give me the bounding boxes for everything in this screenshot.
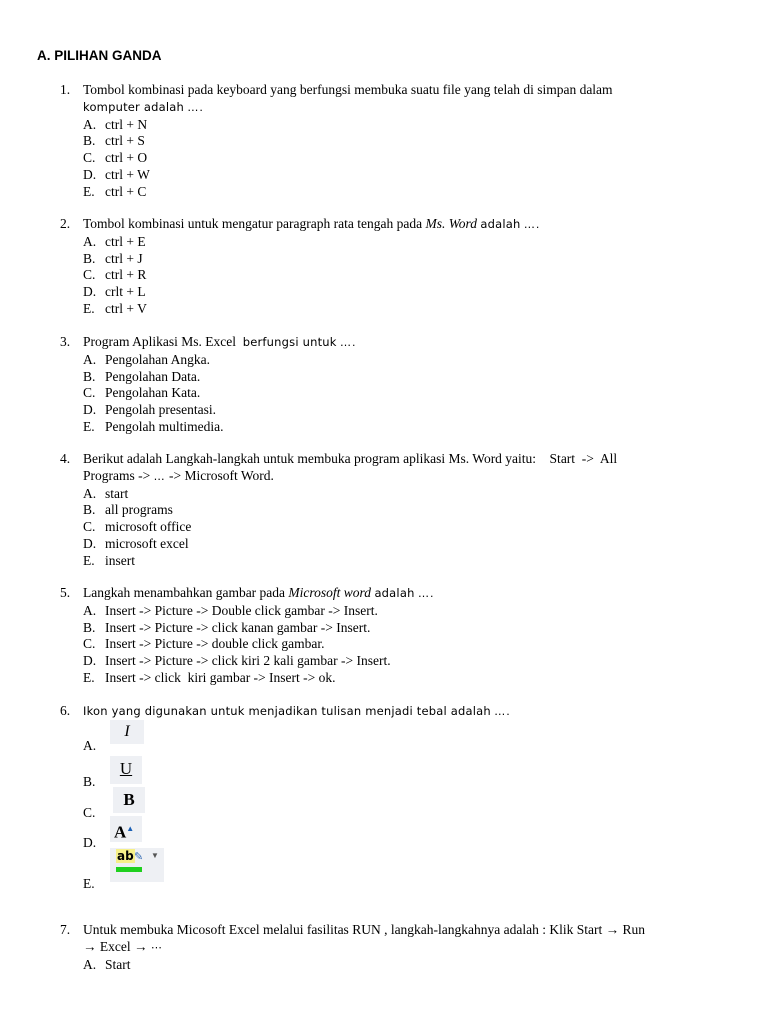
option-c: C. ctrl + O [83, 150, 148, 166]
app-name-emphasis: Microsoft word [288, 585, 372, 600]
question-stem: Untuk membuka Micosoft Excel melalui fasilitas RUN , langkah-langkahnya adalah : Klik Start → Run [83, 922, 646, 937]
chevron-down-icon: ▼ [151, 851, 159, 860]
option-d: D. Insert -> Picture -> click kiri 2 kali gambar -> Insert. [83, 653, 391, 669]
grow-font-icon: A▲ [110, 816, 142, 842]
option-d: D. Pengolah presentasi. [83, 402, 216, 418]
question-stem-continuation: Programs -> … -> Microsoft Word. [83, 467, 274, 483]
option-d: D. crlt + L [83, 284, 146, 300]
question-number: 7. [60, 922, 71, 937]
question-7 [60, 922, 720, 973]
question-number: 6. [60, 703, 71, 718]
option-b: B. Insert -> Picture -> click kanan gambar -> Insert. [83, 619, 371, 635]
option-b: B. all programs [83, 502, 173, 518]
question-stem: Program Aplikasi Ms. Excel berfungsi untuk …. [83, 334, 357, 349]
blank-dots: ⋯ [150, 940, 163, 954]
option-a: A. Pengolahan Angka. [83, 351, 210, 367]
question-stem: Tombol kombinasi pada keyboard yang berfungsi membuka suatu file yang telah di simpan dalam [83, 82, 613, 97]
question-3 [60, 334, 720, 436]
option-d: D. ctrl + W [83, 166, 150, 182]
highlight-color-bar [116, 867, 142, 872]
app-name-emphasis: Ms. Word [425, 216, 477, 231]
option-e: E. Pengolah multimedia. [83, 418, 224, 434]
option-e: E. Insert -> click kiri gambar -> Insert -> ok. [83, 669, 336, 685]
question-number: 3. [60, 334, 71, 349]
italic-icon: I [110, 720, 144, 744]
option-b: B. ctrl + J [83, 250, 143, 266]
question-2 [60, 216, 720, 318]
option-d: D. microsoft excel [83, 535, 189, 551]
text-highlight-icon: ab ✎ ▼ [110, 848, 164, 882]
option-e: E. ctrl + C [83, 183, 147, 199]
question-number: 2. [60, 216, 71, 231]
option-c: C. ctrl + R [83, 267, 147, 283]
option-c: C. Pengolahan Kata. [83, 385, 201, 401]
section-title: A. PILIHAN GANDA [37, 48, 162, 63]
blank-dots: …. [417, 587, 435, 600]
blank-dots: …. [523, 218, 541, 231]
option-a: A. ctrl + E [83, 233, 146, 249]
bold-icon: B [113, 787, 145, 813]
blank-dots: … [153, 469, 166, 483]
question-5 [60, 585, 720, 687]
option-b: B. Pengolahan Data. [83, 368, 201, 384]
blank-dots: …. [187, 100, 204, 114]
option-b: B. ctrl + S [83, 133, 145, 149]
option-a: A. ctrl + N [83, 116, 148, 132]
question-1 [60, 82, 720, 201]
option-c: C. microsoft office [83, 519, 192, 535]
blank-dots: …. [340, 336, 357, 349]
option-e: E. ctrl + V [83, 300, 147, 316]
question-stem: Ikon yang digunakan untuk menjadikan tulisan menjadi tebal adalah …. [83, 704, 511, 718]
option-a: A. Start [83, 956, 131, 972]
question-stem: Tombol kombinasi untuk mengatur paragraph rata tengah pada Ms. Word adalah …. [83, 216, 541, 231]
question-stem: Berikut adalah Langkah-langkah untuk membuka program aplikasi Ms. Word yaitu: Start -> All [83, 451, 618, 466]
option-a: A. Insert -> Picture -> Double click gambar -> Insert. [83, 602, 378, 618]
question-stem: Langkah menambahkan gambar pada Microsoft word adalah …. [83, 585, 435, 600]
question-4 [60, 451, 720, 570]
option-c: C. Insert -> Picture -> double click gambar. [83, 636, 325, 652]
question-6 [60, 703, 720, 721]
pen-icon: ✎ [134, 851, 144, 863]
question-stem-continuation: → Excel → ⋯ [83, 938, 163, 954]
question-stem-continuation: komputer adalah …. [83, 99, 204, 114]
underline-icon: U [110, 756, 142, 784]
blank-dots: …. [494, 705, 511, 718]
question-number: 4. [60, 451, 71, 466]
option-e: E. insert [83, 552, 135, 568]
question-number: 5. [60, 585, 71, 600]
option-a: A. start [83, 485, 129, 501]
question-number: 1. [60, 82, 71, 97]
